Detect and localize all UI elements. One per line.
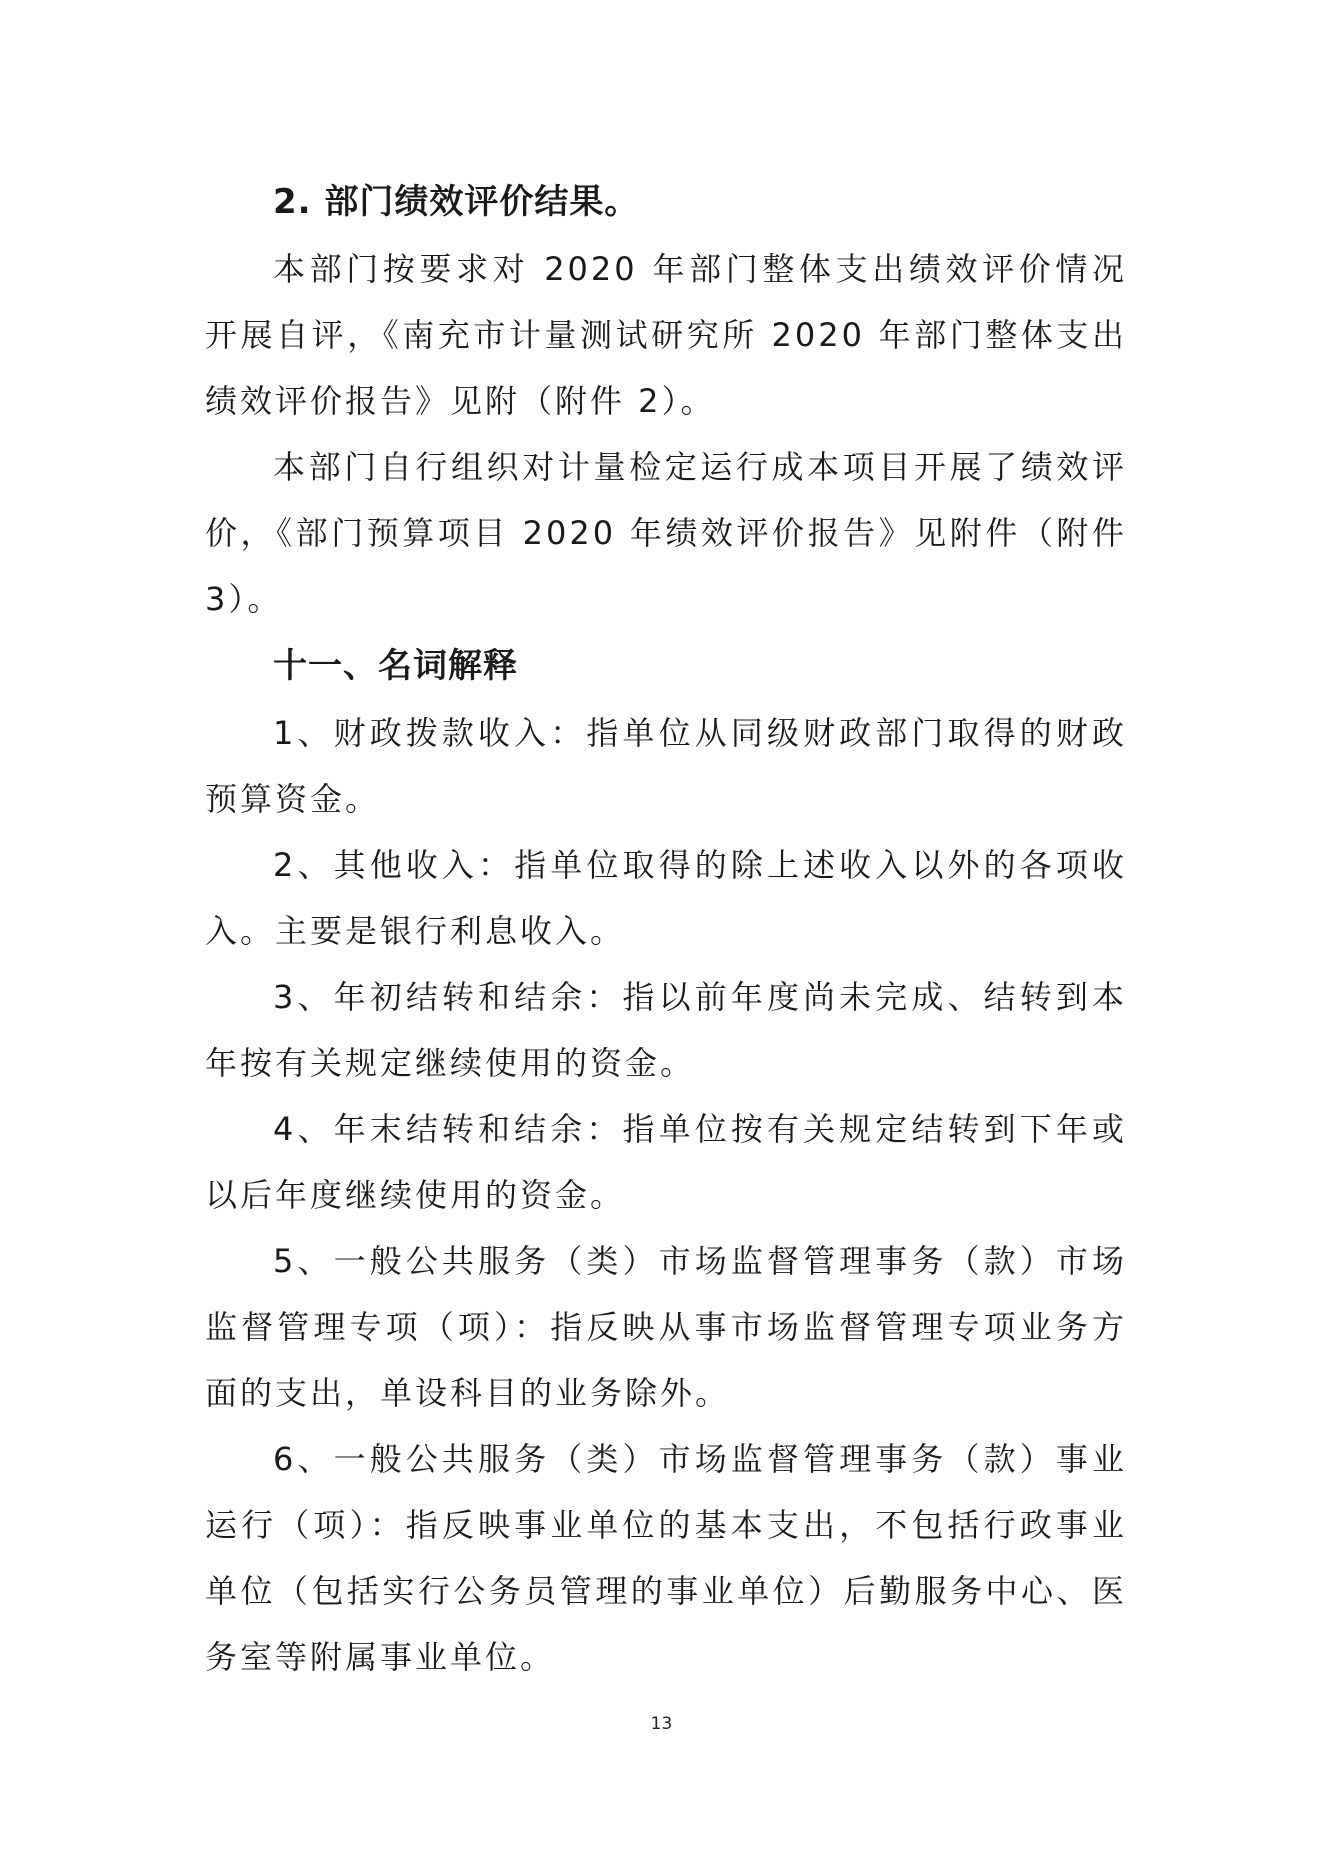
glossary-item-institution-operation: 6、一般公共服务（类）市场监督管理事务（款）事业 运行（项）：指反映事业单位的基本支出，不包括行政事业单位（包括实行公务员管理的事业单位）后勤服务中心、医务室等附属事业单位。	[205, 1440, 1127, 1676]
page-number: 13	[650, 1714, 673, 1734]
document-body	[205, 168, 1127, 1690]
glossary-item-year-end-carryover: 4、年末结转和结余：指单位按有关规定结转到下年或以后年度继续使用的资金。	[205, 1110, 1127, 1214]
glossary-item-market-supervision-special: 5、一般公共服务（类）市场监督管理事务（款）市场监督管理专项（项）：指反映从事市场监督管理专项业务方面的支出，单设科目的业务除外。	[205, 1242, 1127, 1412]
glossary-item-other-income: 2、其他收入：指单位取得的除上述收入以外的各项收入。主要是银行利息收入。	[205, 846, 1127, 950]
section-heading-glossary: 十一、名词解释	[273, 646, 518, 686]
glossary-item-fiscal-appropriation: 1、财政拨款收入：指单位从同级财政部门取得的财政预算资金。	[205, 714, 1127, 818]
section-heading-performance-results: 2. 部门绩效评价结果。	[273, 182, 640, 222]
paragraph-self-evaluation: 本部门按要求对 2020 年部门整体支出绩效评价情况开展自评，《南充市计量测试研究所 2020 年部门整体支出绩效评价报告》见附（附件 2）。	[205, 250, 1127, 420]
glossary-item-beginning-carryover: 3、年初结转和结余：指以前年度尚未完成、结转到本年按有关规定继续使用的资金。	[205, 978, 1127, 1082]
paragraph-project-evaluation: 本部门自行组织对计量检定运行成本项目开展了绩效评价，《部门预算项目 2020 年绩效评价报告》见附件（附件 3）。	[205, 448, 1127, 618]
